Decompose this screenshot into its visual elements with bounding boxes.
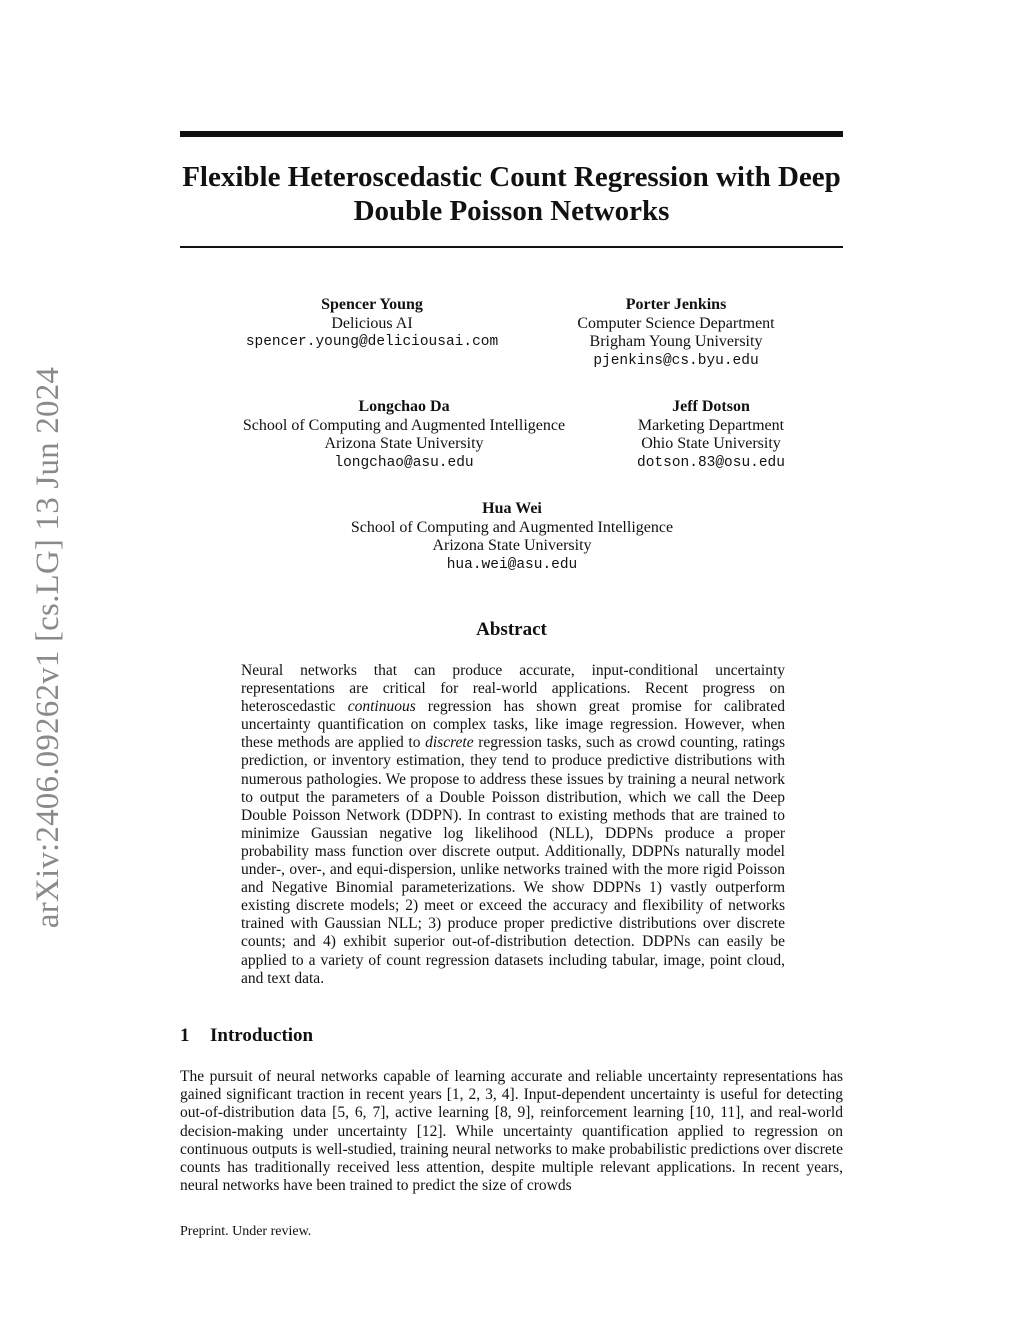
author-name: Spencer Young (321, 296, 423, 313)
author-affiliation: Brigham Young University (589, 333, 763, 350)
author-name: Hua Wei (482, 500, 542, 517)
author-block (620, 398, 802, 472)
author-email: pjenkins@cs.byu.edu (593, 352, 759, 369)
author-block (312, 500, 712, 574)
paper-title: Flexible Heteroscedastic Count Regression with Deep Double Poisson Networks (182, 161, 841, 227)
author-email: longchao@asu.edu (334, 454, 474, 471)
author-affiliation: Delicious AI (331, 314, 413, 332)
section-number: 1 (180, 1025, 190, 1046)
title-rule-bottom (180, 246, 843, 248)
author-affiliation: School of Computing and Augmented Intelligence (242, 416, 566, 434)
author-affiliation: Computer Science Department (577, 314, 775, 332)
author-email: dotson.83@osu.edu (637, 454, 785, 471)
abstract-body (241, 662, 785, 988)
author-affiliation: Ohio State University (641, 435, 781, 452)
author-affiliation: Arizona State University (324, 435, 484, 452)
abstract-text: regression has shown great promise for calibrated uncertainty quantification on complex tasks, like image regression. However, when these methods are applied to (241, 698, 785, 752)
author-affiliation: Marketing Department (637, 416, 785, 434)
author-name: Porter Jenkins (625, 296, 727, 313)
author-affiliation: Arizona State University (432, 537, 592, 554)
intro-paragraph: The pursuit of neural networks capable of learning accurate and reliable uncertainty representations has gained significant traction in recent years [1, 2, 3, 4]. Input-dependent uncertainty is useful for detecting out-of-distribution data [5, 6, 7], active learning [8, 9], reinforcement learning [10, 11], and real-world decision-making under uncertainty [12]. While uncertainty quantification applied to regression on continuous outputs is well-studied, training neural networks to make probabilistic predictions over discrete counts has traditionally received less attention, despite multiple relevant applications. In recent years, neural networks have been trained to predict the size of crowds (180, 1068, 843, 1195)
author-email: spencer.young@deliciousai.com (245, 334, 499, 350)
author-name: Longchao Da (358, 398, 450, 415)
abstract-emphasis: continuous (347, 698, 416, 716)
author-block (556, 296, 796, 370)
arxiv-stamp (27, 352, 71, 942)
section-title: Introduction (210, 1025, 314, 1046)
abstract-emphasis: discrete (425, 734, 474, 752)
footer-note: Preprint. Under review. (180, 1224, 312, 1239)
author-name: Jeff Dotson (672, 398, 750, 415)
abstract-heading: Abstract (476, 619, 547, 640)
author-affiliation: School of Computing and Augmented Intelligence (350, 518, 674, 536)
abstract-text: Neural networks that can produce accurate, input-conditional uncertainty representations are critical for real-world applications. Recent progress on heteroscedastic (241, 662, 785, 716)
title-rule-top (180, 131, 843, 137)
author-email: hua.wei@asu.edu (446, 556, 578, 573)
author-block (232, 296, 512, 352)
arxiv-stamp-text: arXiv:2406.09262v1 [cs.LG] 13 Jun 2024 (30, 366, 67, 928)
abstract-text: regression tasks, such as crowd counting, ratings prediction, or inventory estimation, they tend to produce predictive distributions with numerous pathologies. We propose to address these issues by training a neural network to output the parameters of a Double Poisson distribution, which we call the Deep Double Poisson Network (DDPN). In contrast to existing methods that are trained to minimize Gaussian negative log likelihood (NLL), DDPNs produce a proper probability mass function over discrete output. Additionally, DDPNs naturally model under-, over-, and equi-dispersion, unlike networks trained with the more rigid Poisson and Negative Binomial parameterizations. We show DDPNs 1) vastly outperform existing discrete models; 2) meet or exceed the accuracy and flexibility of networks trained with Gaussian NLL; 3) produce proper predictive distributions over discrete counts; and 4) exhibit superior out-of-distribution detection. DDPNs can easily be applied to a variety of count regression datasets including tabular, image, point cloud, and text data. (241, 734, 785, 987)
author-block (222, 398, 586, 472)
section-heading (180, 1025, 313, 1047)
